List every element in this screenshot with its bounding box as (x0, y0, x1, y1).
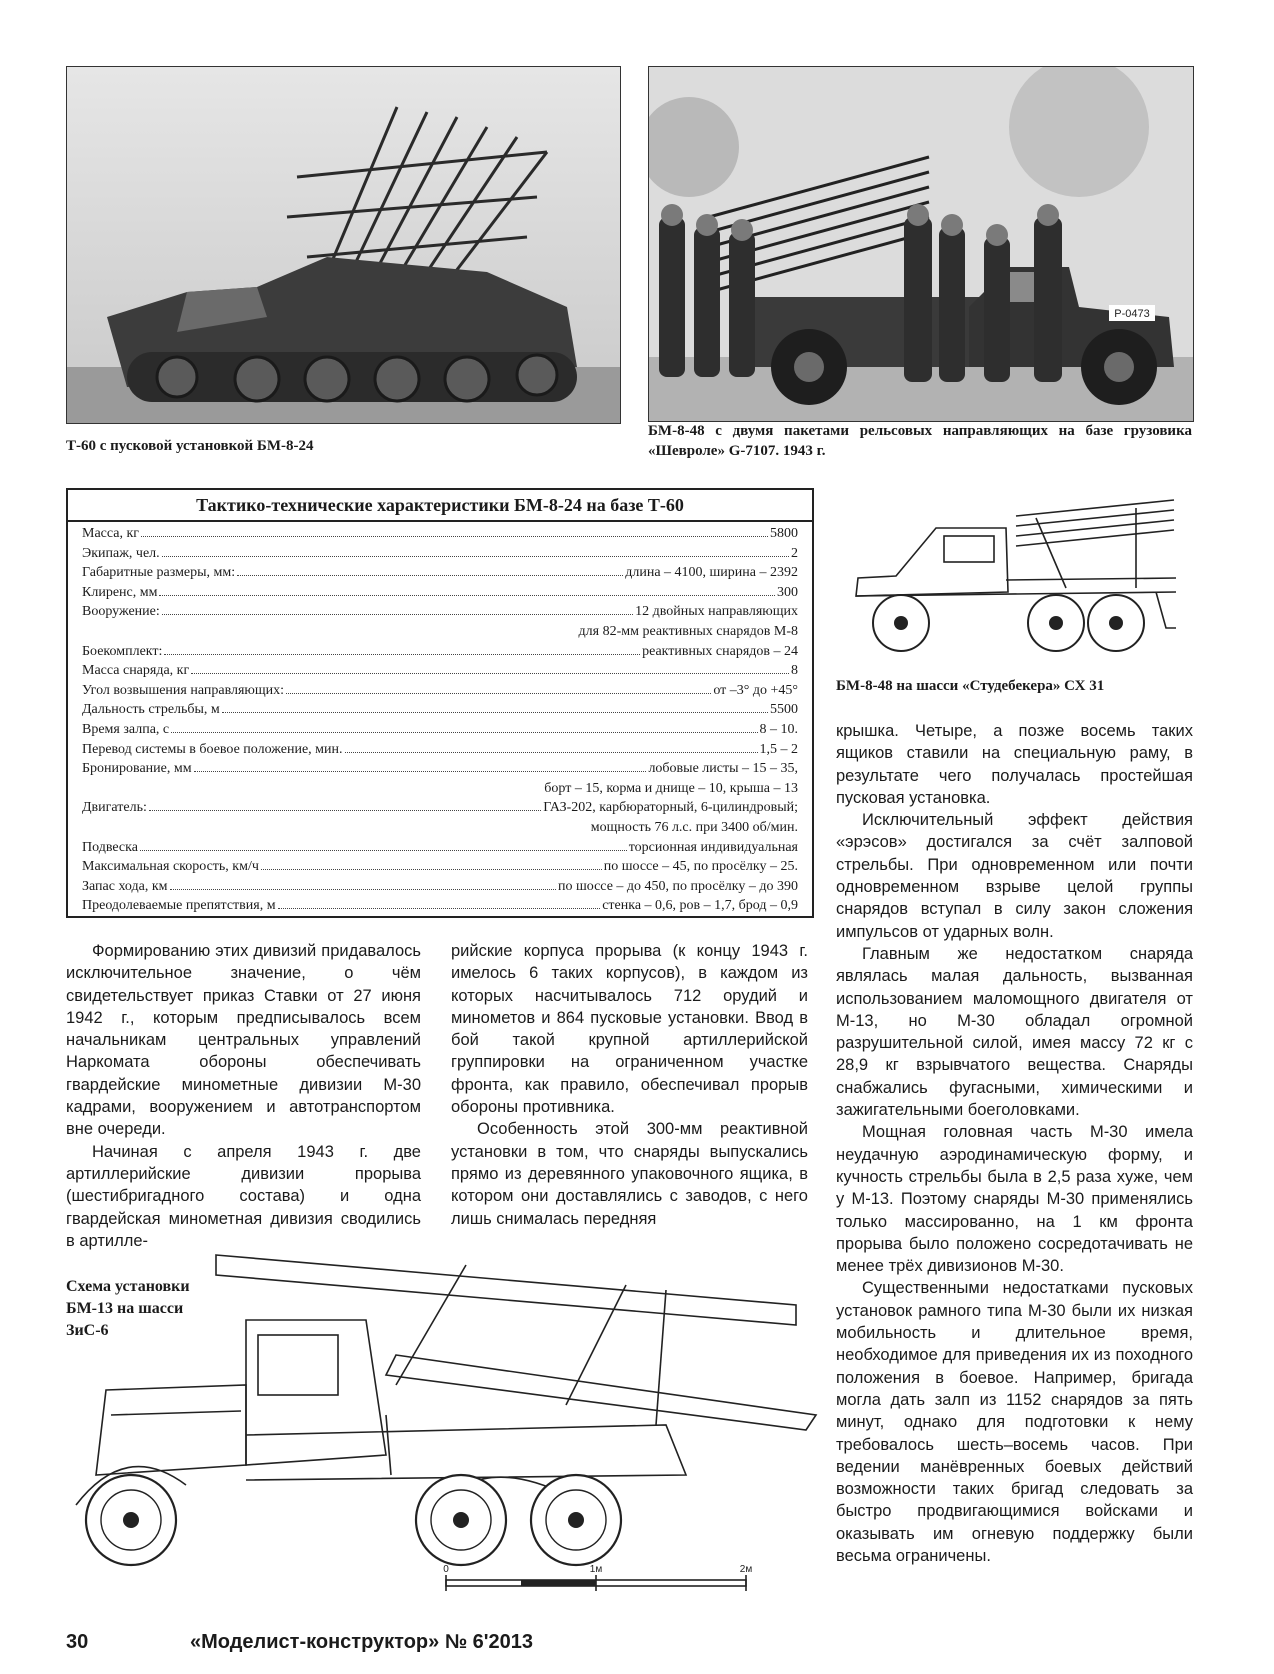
col3-paragraph-4: Мощная головная часть М-30 имела неудачную аэродинамическую форму, и кучность стрельбы была в 2,5 раза хуже, чем у М-13. Поэтому снаряды М-30 применялись только массированно, на 1 км фронта прорыва было положено сосредотачивать не менее трёх дивизионов М-30. (836, 1123, 1193, 1276)
photo-bm-8-48-chevrolet (648, 66, 1194, 422)
spec-row-leader (171, 732, 757, 733)
spec-row-label: Дальность стрельбы, м (82, 702, 220, 718)
spec-row-value: торсионная индивидуальная (628, 839, 798, 855)
caption-photo-chevrolet: БМ-8-48 с двумя пакетами рельсовых направляющих на базе грузовика «Шевроле» G-7107. 1943 г. (648, 423, 1192, 459)
spec-row (82, 700, 798, 720)
spec-row-value: стенка – 0,6, ров – 1,7, брод – 0,9 (602, 898, 798, 914)
spec-row-leader (164, 654, 640, 655)
col2-paragraph-1: рийские корпуса прорыва (к концу 1943 г. имелось 6 таких корпусов), в каждом из которых насчитывалось 712 орудий и минометов и 864 пусковые установки. Ввод в бой такой крупной артиллерийской группировки на ограниченном участке фронта, как правило, обеспечивал прорыв обороны противника. (451, 942, 808, 1117)
spec-row-leader (278, 908, 601, 909)
spec-row-value: 12 двойных направляющих (635, 604, 798, 620)
spec-row-value: от –3° до +45° (713, 682, 798, 698)
spec-row-label: Угол возвышения направляющих: (82, 682, 285, 698)
spec-row-value: длина – 4100, ширина – 2392 (625, 565, 798, 581)
drawing-bm-13-zis6 (66, 1235, 826, 1615)
spec-row (82, 661, 798, 681)
spec-row-value: 300 (777, 584, 798, 600)
spec-row-leader (191, 673, 789, 674)
spec-row-label: Максимальная скорость, км/ч (82, 859, 259, 875)
spec-row-leader (286, 693, 711, 694)
spec-row (82, 681, 798, 701)
spec-row (82, 563, 798, 583)
col1-paragraph-2: Начиная с апреля 1943 г. две артиллерийские дивизии прорыва (шестибригадного состава) и одна гвардейская минометная дивизия сводились в артилле- (66, 1142, 421, 1250)
spec-row-label: Клиренс, мм (82, 584, 158, 600)
spec-row (82, 896, 798, 916)
photo-t60-bm-8-24 (66, 66, 621, 424)
spec-table-title: Тактико-технические характеристики БМ-8-24 на базе Т-60 (68, 490, 812, 522)
spec-row-leader (162, 614, 633, 615)
spec-row-label: Масса снаряда, кг (82, 663, 190, 679)
spec-row-label: Время залпа, с (82, 721, 170, 737)
spec-row-value: по шоссе – 45, по просёлку – 25. (603, 859, 798, 875)
spec-row-label: Запас хода, км (82, 878, 168, 894)
caption-photo-t60: Т-60 с пусковой установкой БМ-8-24 (66, 438, 314, 454)
col3-paragraph-3: Главным же недостатком снаряда являлась малая дальность, вызванная использованием маломощного двигателя от М-13, но М-30 обладал огромной разрушительной силой, имея массу 72 кг с 28,9 кг взрывчатого вещества. Снаряды снабжались фугасными, химическими и зажигательными боеголовками. (836, 944, 1193, 1120)
spec-row-leader (237, 575, 623, 576)
spec-table (66, 488, 814, 918)
spec-row (82, 818, 798, 838)
spec-row-value: лобовые листы – 15 – 35, (648, 761, 798, 777)
caption-zis6: Схема установки БМ-13 на шасси ЗиС-6 (66, 1278, 190, 1339)
spec-row-value: мощность 76 л.с. при 3400 об/мин. (590, 819, 798, 835)
spec-row-leader (159, 595, 775, 596)
spec-row-value: ГАЗ-202, карбюраторный, 6-цилиндровый; (543, 800, 798, 816)
col3-paragraph-1: крышка. Четыре, а позже восемь таких ящиков ставили на специальную раму, в результате чего получалась простейшая пусковая установка. (836, 722, 1193, 807)
spec-row-label: Вооружение: (82, 604, 160, 620)
truck-number: Р-0473 (1114, 308, 1150, 320)
spec-row-value: 2 (791, 545, 798, 561)
spec-row-value: 1,5 – 2 (759, 741, 798, 757)
t60-illustration (67, 67, 620, 423)
spec-row-value: 5800 (770, 526, 798, 541)
magazine-title: «Моделист-конструктор» № 6'2013 (190, 1631, 534, 1653)
col2-paragraph-2: Особенность этой 300-мм реактивной установки в том, что снаряды выпускались прямо из деревянного упаковочного ящика, в котором они доставлялись с заводов, с него лишь снималась передняя (451, 1120, 808, 1228)
spec-row (82, 838, 798, 858)
spec-row-value: 8 – 10. (759, 721, 798, 737)
spec-row-label: Двигатель: (82, 800, 147, 816)
column-2-text (451, 940, 808, 1230)
spec-row (82, 798, 798, 818)
spec-row-value: 5500 (770, 702, 798, 718)
spec-row (82, 583, 798, 603)
caption-studebaker: БМ-8-48 на шасси «Студебекера» СХ 31 (836, 678, 1105, 694)
spec-row (82, 779, 798, 799)
spec-row-leader (162, 556, 789, 557)
spec-row-leader (149, 810, 541, 811)
spec-row (82, 740, 798, 760)
spec-row-label: Масса, кг (82, 526, 140, 541)
spec-row-label: Подвеска (82, 839, 138, 855)
spec-row-leader (140, 850, 627, 851)
spec-row-label: Габаритные размеры, мм: (82, 565, 236, 581)
spec-row-value: для 82-мм реактивных снарядов М-8 (578, 623, 798, 639)
chevrolet-illustration (649, 67, 1193, 421)
spec-row-label: Бронирование, мм (82, 761, 192, 777)
spec-row-value: борт – 15, корма и днище – 10, крыша – 13 (544, 780, 798, 796)
spec-row (82, 524, 798, 544)
spec-row-label: Перевод системы в боевое положение, мин. (82, 741, 343, 757)
spec-row (82, 622, 798, 642)
spec-row-label: Преодолеваемые препятствия, м (82, 898, 276, 914)
scale-two-meters: 2м (739, 1564, 753, 1575)
spec-row-leader (194, 771, 647, 772)
col1-paragraph-1: Формированию этих дивизий придавалось исключительное значение, о чём свидетельствует приказ Ставки от 27 июня 1942 г., которым предписывалось всем начальникам центральных управлений Наркомата обороны обеспечивать гвардейские минометные дивизии М-30 кадрами, вооружением и автотранспортом вне очереди. (66, 942, 421, 1139)
spec-row (82, 544, 798, 564)
spec-row (82, 877, 798, 897)
scale-zero: 0 (443, 1564, 449, 1575)
spec-row-leader (222, 712, 768, 713)
spec-row-value: 8 (791, 663, 798, 679)
spec-row-leader (261, 869, 602, 870)
spec-row-leader (141, 536, 768, 537)
spec-row-label: Экипаж, чел. (82, 545, 160, 561)
spec-row (82, 759, 798, 779)
col3-paragraph-5: Существенными недостатками пусковых установок рамного типа М-30 были их низкая мобильность и длительное время, необходимое для приведения их из походного положения в боевое. Например, бригада могла дать залп из 1152 снарядов за пять минут, однако для подготовки к нему требовалось шесть–восемь часов. При ведении манёвренных боевых действий возможности таких бригад следовать за быстро продвигающимися войсками и оказывать им огневую поддержку были весьма ограничены. (836, 1279, 1193, 1565)
col3-paragraph-2: Исключительный эффект действия «эрэсов» достигался за счёт залповой стрельбы. При одновременном или почти одновременном взрыве целой группы снарядов вступал в силу закон сложения импульсов от ударных волн. (836, 811, 1193, 941)
column-1-text (66, 940, 421, 1252)
spec-row (82, 602, 798, 622)
spec-table-rows (68, 522, 812, 916)
spec-row (82, 857, 798, 877)
column-3-text (836, 720, 1193, 1567)
scale-one-meter: 1м (589, 1564, 603, 1575)
spec-row-leader (345, 752, 758, 753)
spec-row (82, 720, 798, 740)
spec-row-label: Боекомплект: (82, 643, 163, 659)
page-number: 30 (66, 1631, 89, 1653)
spec-row-leader (170, 889, 556, 890)
spec-row-value: по шоссе – до 450, по просёлку – до 390 (557, 878, 798, 894)
spec-row-value: реактивных снарядов – 24 (642, 643, 798, 659)
drawing-bm-8-48-studebaker (836, 488, 1194, 663)
spec-row (82, 642, 798, 662)
